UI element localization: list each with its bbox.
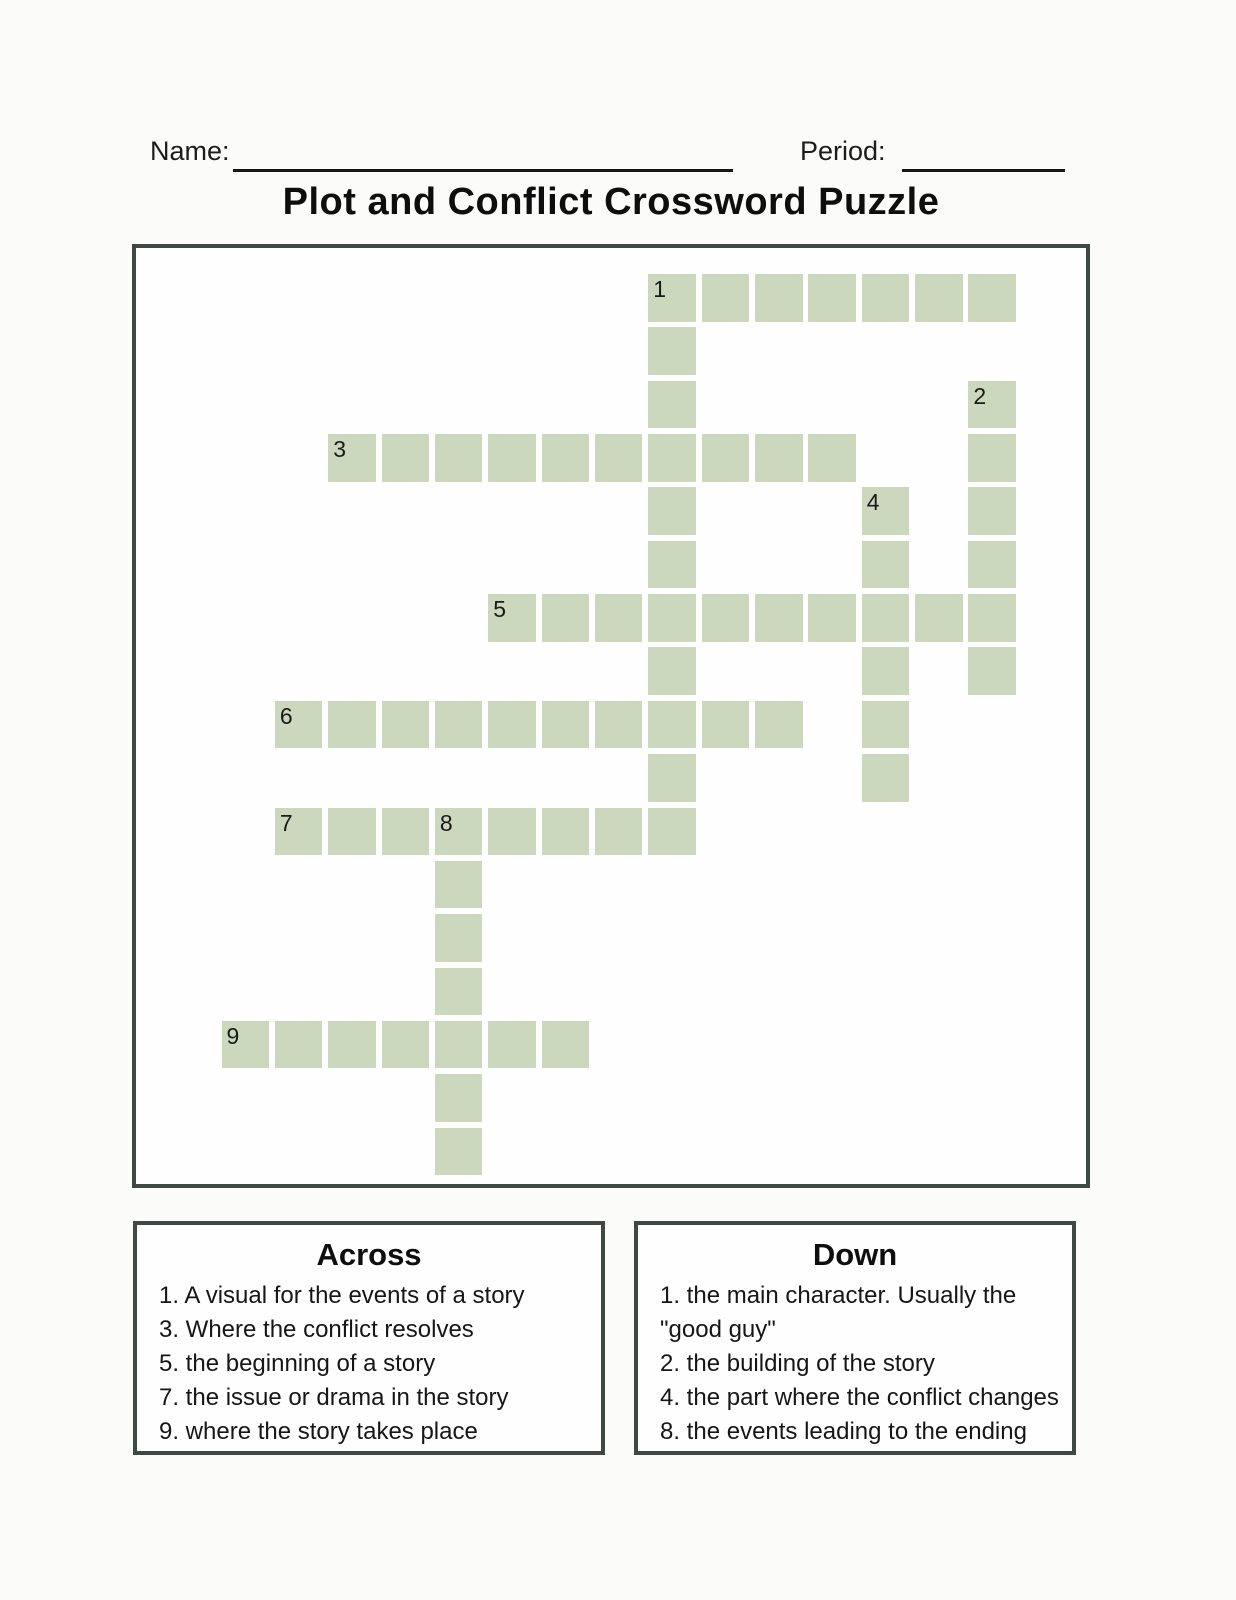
grid-cell[interactable] (435, 1074, 483, 1122)
down-clues-title: Down (812, 1237, 898, 1272)
grid-cell[interactable] (222, 1021, 270, 1069)
grid-cell[interactable] (862, 647, 910, 695)
grid-cell[interactable] (435, 434, 483, 482)
grid-cell[interactable] (595, 434, 643, 482)
grid-cell[interactable] (328, 701, 376, 749)
grid-cell[interactable] (648, 754, 696, 802)
grid-cell[interactable] (648, 487, 696, 535)
grid-cell[interactable] (648, 274, 696, 322)
period-label: Period: (800, 136, 886, 166)
grid-cell[interactable] (328, 1021, 376, 1069)
grid-cell[interactable] (435, 861, 483, 909)
grid-cell[interactable] (915, 274, 963, 322)
name-blank-line[interactable] (233, 169, 733, 172)
grid-cell[interactable] (648, 647, 696, 695)
crossword-grid (132, 244, 1090, 1188)
grid-cell[interactable] (808, 434, 856, 482)
across-clues-title: Across (316, 1237, 422, 1272)
clue-item: 4. the part where the conflict changes (660, 1384, 1059, 1411)
grid-cell[interactable] (808, 594, 856, 642)
grid-cell[interactable] (542, 594, 590, 642)
grid-cell[interactable] (648, 327, 696, 375)
clue-item: 3. Where the conflict resolves (159, 1316, 474, 1343)
grid-cell[interactable] (862, 594, 910, 642)
grid-cell[interactable] (275, 701, 323, 749)
grid-cell[interactable] (435, 968, 483, 1016)
grid-cell[interactable] (968, 487, 1016, 535)
grid-cell[interactable] (862, 754, 910, 802)
grid-cell[interactable] (382, 1021, 430, 1069)
grid-cell[interactable] (702, 701, 750, 749)
grid-cell[interactable] (755, 594, 803, 642)
clue-item: 8. the events leading to the ending (660, 1418, 1027, 1445)
cell-number: 7 (279, 809, 293, 836)
grid-cell[interactable] (702, 434, 750, 482)
clue-item: 9. where the story takes place (159, 1418, 478, 1445)
down-clue-list (638, 1279, 1072, 1449)
grid-cell[interactable] (702, 274, 750, 322)
grid-cell[interactable] (968, 647, 1016, 695)
cell-number: 2 (973, 382, 987, 409)
grid-cell[interactable] (968, 381, 1016, 429)
grid-cell[interactable] (435, 701, 483, 749)
grid-cell[interactable] (595, 701, 643, 749)
across-clues-box (133, 1221, 605, 1455)
grid-cell[interactable] (648, 541, 696, 589)
grid-cell[interactable] (488, 594, 536, 642)
cell-number: 3 (333, 436, 346, 463)
cell-number: 4 (866, 489, 880, 516)
grid-cell[interactable] (648, 594, 696, 642)
grid-cell[interactable] (595, 808, 643, 856)
grid-cell[interactable] (542, 701, 590, 749)
grid-cell[interactable] (648, 434, 696, 482)
clue-item-continued: "good guy" (660, 1316, 776, 1343)
grid-cell[interactable] (648, 808, 696, 856)
grid-cell[interactable] (862, 541, 910, 589)
grid-cell[interactable] (542, 1021, 590, 1069)
grid-cell[interactable] (968, 541, 1016, 589)
cell-number: 8 (439, 809, 453, 836)
grid-cell[interactable] (328, 808, 376, 856)
grid-cell[interactable] (542, 434, 590, 482)
clue-item: 2. the building of the story (660, 1350, 935, 1377)
grid-cell[interactable] (648, 381, 696, 429)
across-clue-list (137, 1279, 601, 1449)
grid-cell[interactable] (808, 274, 856, 322)
grid-cell[interactable] (755, 701, 803, 749)
grid-cell[interactable] (435, 1128, 483, 1176)
grid-cell[interactable] (382, 701, 430, 749)
grid-cell[interactable] (488, 1021, 536, 1069)
grid-cell[interactable] (862, 487, 910, 535)
clue-item: 5. the beginning of a story (159, 1350, 436, 1377)
grid-cell[interactable] (968, 434, 1016, 482)
grid-cell[interactable] (435, 914, 483, 962)
grid-cell[interactable] (382, 808, 430, 856)
grid-cell[interactable] (648, 701, 696, 749)
grid-cell[interactable] (275, 808, 323, 856)
page-title: Plot and Conflict Crossword Puzzle (282, 181, 940, 223)
grid-cell[interactable] (542, 808, 590, 856)
grid-cell[interactable] (595, 594, 643, 642)
clue-item: 1. A visual for the events of a story (159, 1282, 525, 1309)
grid-cell[interactable] (382, 434, 430, 482)
grid-cell[interactable] (435, 808, 483, 856)
grid-cell[interactable] (968, 594, 1016, 642)
grid-cell[interactable] (755, 274, 803, 322)
clue-item: 1. the main character. Usually the (660, 1282, 1017, 1309)
cell-number: 1 (653, 276, 667, 302)
grid-cell[interactable] (702, 594, 750, 642)
clue-item: 7. the issue or drama in the story (159, 1384, 509, 1411)
grid-cell[interactable] (915, 594, 963, 642)
grid-cell[interactable] (435, 1021, 483, 1069)
grid-cell[interactable] (488, 434, 536, 482)
name-label: Name: (150, 136, 230, 166)
grid-cell[interactable] (862, 701, 910, 749)
grid-cell[interactable] (275, 1021, 323, 1069)
grid-cell[interactable] (968, 274, 1016, 322)
cell-number: 6 (279, 702, 293, 729)
cell-number: 9 (226, 1022, 240, 1049)
grid-cell[interactable] (755, 434, 803, 482)
period-blank-line[interactable] (902, 169, 1065, 172)
down-clues-box (634, 1221, 1076, 1455)
grid-cell[interactable] (862, 274, 910, 322)
grid-cell[interactable] (488, 808, 536, 856)
grid-cell[interactable] (488, 701, 536, 749)
cell-number: 5 (493, 596, 507, 623)
grid-cell[interactable] (328, 434, 376, 482)
